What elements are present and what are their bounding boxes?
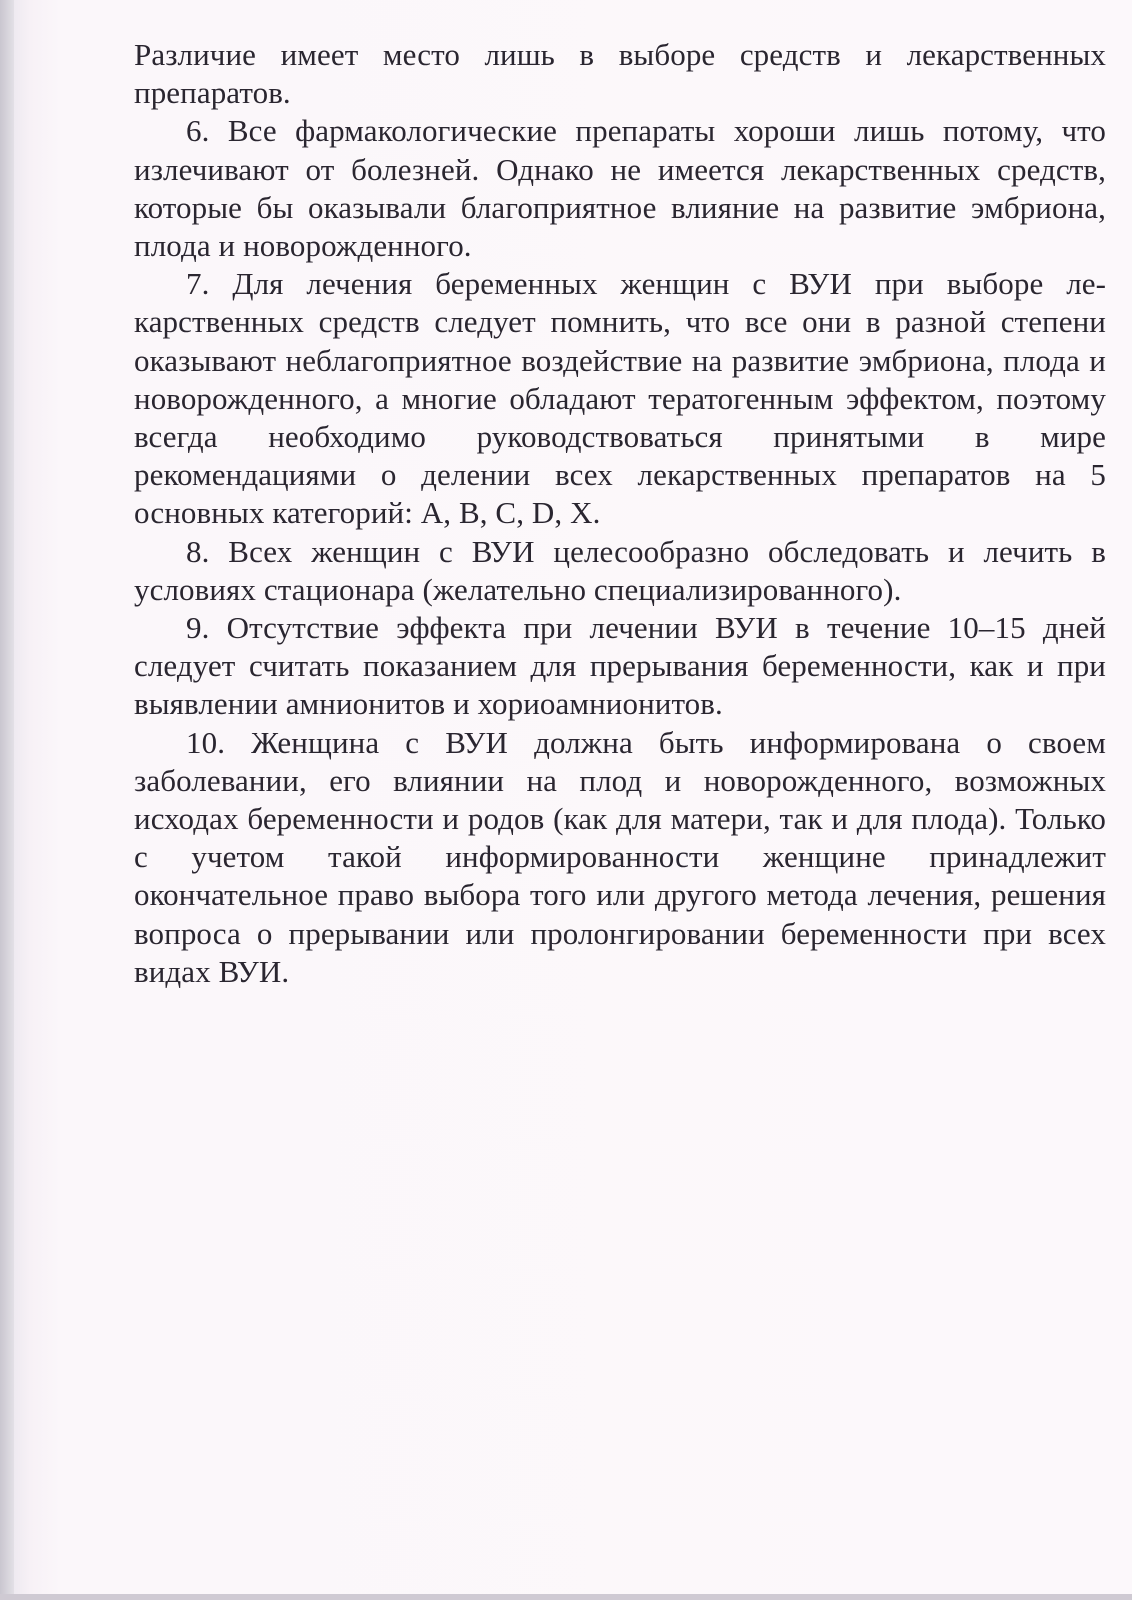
paragraph-item-6: 6. Все фармакологические препараты хороши лишь потому, что излечивают от болезней. Однако не имеется лекарственных средств, которые бы оказывали благоприятное влияние на развитие эмбриона, плода и новорожденного.: [134, 113, 1106, 264]
paragraph-item-9: 9. Отсутствие эффекта при лечении ВУИ в течение 10–15 дней следует считать показанием для прерывания беременности, как и при выявлении амнионитов и хориоамнионитов.: [134, 610, 1106, 722]
paragraph-item-7: 7. Для лечения беременных женщин с ВУИ при выборе лекарственных средств следует помнить, что все они в разной степени оказывают неблагоприятное воздействие на развитие эмбриона, плода и новорожденного, а многие обладают тератогенным эффектом, поэтому всегда необходимо руководствоваться принятыми в мире рекомендациями о делении всех лекарственных препаратов на 5 основных категорий: А, В, С, D, X.: [134, 266, 1106, 531]
paragraph-continuation: Различие имеет место лишь в выборе средств и лекарственных препаратов.: [134, 37, 1106, 111]
document-text: [134, 36, 1106, 991]
page-spine-shadow: [0, 0, 14, 1600]
paragraph-item-8: 8. Всех женщин с ВУИ целесообразно обследовать и лечить в условиях стационара (желательно специализированного).: [134, 533, 1106, 607]
page-bottom-edge: [0, 1594, 1132, 1600]
paragraph-item-10: 10. Женщина с ВУИ должна быть информирована о своем заболевании, его влиянии на плод и новорожденного, возможных исходах беременности и родов (как для матери, так и для плода). Только с учетом такой информированности женщине принадлежит окончательное право выбора того или другого метода лечения, решения вопроса о прерывании или пролонгировании беременности при всех видах ВУИ.: [134, 724, 1106, 989]
